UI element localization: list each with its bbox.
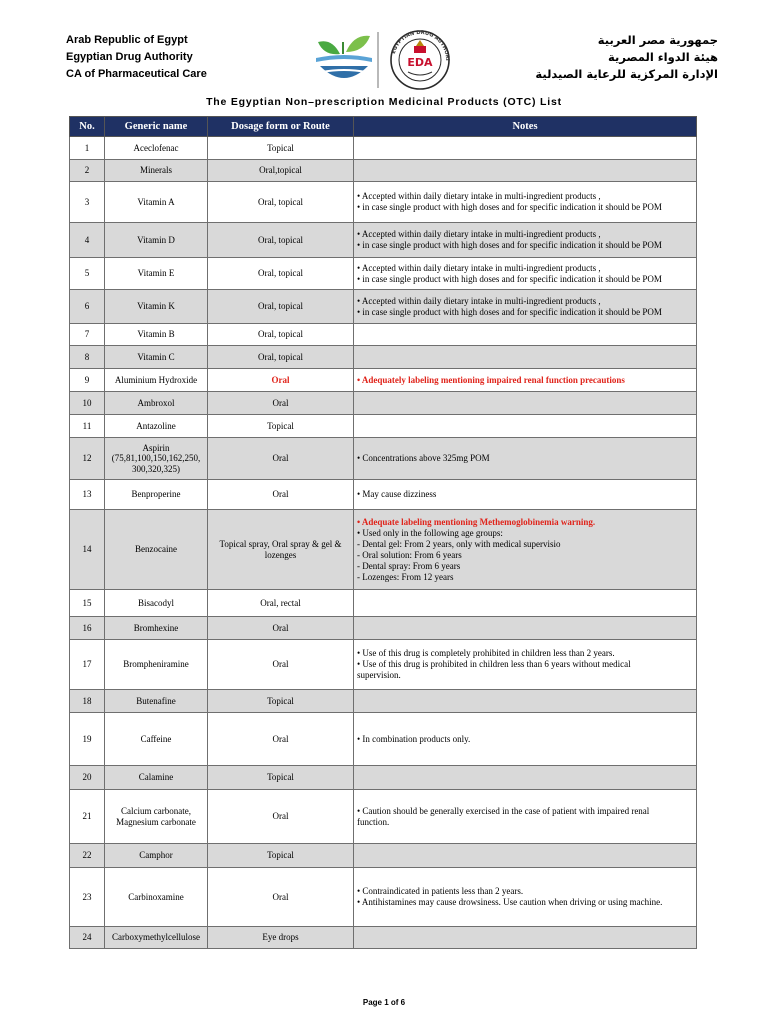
cell-dosage-form: [208, 927, 354, 949]
page-footer: Page 1 of 6: [362, 998, 406, 1007]
generic-name-line: Vitamin A: [137, 196, 175, 207]
cell-number: 12: [70, 438, 105, 480]
svg-text:EGYPTIAN DRUG AUTHORITY: EGYPTIAN DRUG AUTHORI: [390, 29, 451, 61]
header-left-line: CA of Pharmaceutical Care: [66, 68, 207, 80]
cell-number: 20: [70, 766, 105, 790]
table-row: [70, 369, 697, 392]
note-line: • Accepted within daily dietary intake in multi-ingredient products ,: [357, 229, 601, 239]
cell-notes: [354, 137, 697, 160]
generic-name-line: Carbinoxamine: [128, 891, 184, 902]
cell-number: 10: [70, 392, 105, 415]
generic-name-line: Vitamin C: [137, 351, 175, 362]
dosage-form-line: Oral, rectal: [260, 597, 301, 608]
cell-dosage-form: [208, 844, 354, 868]
cell-number: 2: [70, 160, 105, 182]
cell-number: 9: [70, 369, 105, 392]
dosage-form-line: Oral, topical: [258, 268, 303, 279]
generic-name-line: (75,81,100,150,162,250,: [111, 453, 201, 464]
generic-name-line: Aspirin: [142, 442, 170, 453]
table-row: [70, 392, 697, 415]
cell-number: 1: [70, 137, 105, 160]
cell-number: 16: [70, 617, 105, 640]
pharmacy-care-icon: [316, 36, 372, 78]
cell-generic-name: [105, 258, 208, 290]
table-row: [70, 790, 697, 844]
cell-generic-name: [105, 346, 208, 369]
table-header-row: [70, 117, 697, 137]
cell-generic-name: [105, 480, 208, 510]
cell-notes: [354, 617, 697, 640]
cell-generic-name: [105, 844, 208, 868]
cell-notes: [354, 640, 697, 690]
generic-name-line: Carboxymethylcellulose: [112, 932, 200, 943]
cell-notes: [354, 160, 697, 182]
header-right-line: هيئة الدواء المصرية: [608, 50, 718, 64]
generic-name-line: Vitamin B: [137, 329, 175, 340]
dosage-form-line: Oral: [272, 397, 289, 408]
dosage-form-line: Oral,topical: [259, 165, 302, 176]
dosage-form-line: Oral, topical: [258, 301, 303, 312]
header-left-line: Arab Republic of Egypt: [66, 34, 188, 46]
cell-number: 17: [70, 640, 105, 690]
note-line: • in case single product with high doses and for specific indication it should be POM: [357, 202, 662, 212]
dosage-form-line: Oral, topical: [258, 329, 303, 340]
table-row: [70, 713, 697, 766]
cell-notes: [354, 480, 697, 510]
table-row: [70, 223, 697, 258]
cell-dosage-form: [208, 640, 354, 690]
cell-generic-name: [105, 766, 208, 790]
dosage-form-line: Oral: [272, 891, 289, 902]
note-line: supervision.: [357, 670, 401, 680]
cell-dosage-form: [208, 258, 354, 290]
cell-dosage-form: [208, 510, 354, 590]
dosage-form-line: Topical: [267, 420, 294, 431]
note-line: • Use of this drug is completely prohibited in children less than 2 years.: [357, 648, 615, 658]
cell-dosage-form: [208, 137, 354, 160]
cell-number: 23: [70, 868, 105, 927]
cell-notes: [354, 927, 697, 949]
cell-generic-name: [105, 324, 208, 346]
cell-dosage-form: [208, 590, 354, 617]
table-row: [70, 415, 697, 438]
note-line: • Concentrations above 325mg POM: [357, 453, 490, 463]
cell-number: 4: [70, 223, 105, 258]
note-line: - Oral solution: From 6 years: [357, 549, 462, 560]
generic-name-line: Magnesium carbonate: [116, 816, 196, 827]
note-line: • In combination products only.: [357, 733, 471, 744]
cell-notes: [354, 346, 697, 369]
cell-number: 22: [70, 844, 105, 868]
generic-name-line: Brompheniramine: [123, 659, 189, 670]
cell-notes: [354, 766, 697, 790]
table-row: [70, 324, 697, 346]
dosage-form-line: Oral: [272, 622, 289, 633]
generic-name-line: Benproperine: [131, 489, 181, 500]
cell-generic-name: [105, 415, 208, 438]
cell-notes: [354, 258, 697, 290]
cell-notes: [354, 223, 697, 258]
header-left-line: Egyptian Drug Authority: [66, 51, 193, 63]
generic-name-line: Vitamin D: [137, 234, 175, 245]
cell-generic-name: [105, 182, 208, 223]
cell-generic-name: [105, 868, 208, 927]
dosage-form-line: Oral: [272, 659, 289, 670]
generic-name-line: Ambroxol: [137, 397, 175, 408]
document-title: The Egyptian Non–prescription Medicinal Products (OTC) List: [206, 96, 562, 108]
dosage-form-line: Topical: [267, 772, 294, 783]
note-line: • Accepted within daily dietary intake in multi-ingredient products ,: [357, 295, 601, 306]
cell-dosage-form: [208, 790, 354, 844]
generic-name-line: Benzocaine: [135, 544, 177, 555]
dosage-form-line: Oral, topical: [258, 234, 303, 245]
generic-name-line: Calcium carbonate,: [121, 806, 191, 816]
column-header-no: No.: [70, 117, 105, 137]
dosage-form-line: Oral, topical: [258, 196, 303, 207]
cell-notes: [354, 790, 697, 844]
dosage-form-line: Oral: [272, 811, 289, 822]
cell-dosage-form: [208, 713, 354, 766]
cell-number: 13: [70, 480, 105, 510]
dosage-form-line: Oral: [272, 489, 289, 500]
cell-notes: [354, 868, 697, 927]
generic-name-line: Vitamin K: [137, 301, 175, 312]
dosage-form-line: Oral, topical: [258, 351, 303, 362]
cell-number: 11: [70, 415, 105, 438]
note-line: • Adequately labeling mentioning impaired renal function precautions: [357, 374, 625, 385]
cell-generic-name: [105, 137, 208, 160]
table-row: [70, 137, 697, 160]
eda-logo: [312, 28, 462, 92]
table-row: [70, 438, 697, 480]
generic-name-line: Vitamin E: [137, 268, 175, 279]
dosage-form-line: lozenges: [264, 549, 297, 560]
note-line: - Lozenges: From 12 years: [357, 571, 454, 582]
cell-notes: [354, 590, 697, 617]
header-right: [535, 32, 718, 83]
cell-dosage-form: [208, 415, 354, 438]
table-row: [70, 480, 697, 510]
cell-notes: [354, 510, 697, 590]
cell-notes: [354, 369, 697, 392]
note-line: • Contraindicated in patients less than 2 years.: [357, 886, 524, 896]
cell-dosage-form: [208, 438, 354, 480]
generic-name-line: Aceclofenac: [133, 142, 179, 153]
cell-generic-name: [105, 790, 208, 844]
dosage-form-line: Topical: [267, 142, 294, 153]
note-line: • in case single product with high doses and for specific indication it should be POM: [357, 306, 662, 317]
table-row: [70, 160, 697, 182]
dosage-form-line: Topical spray, Oral spray & gel &: [219, 539, 342, 549]
cell-notes: [354, 324, 697, 346]
cell-number: 7: [70, 324, 105, 346]
note-line: • in case single product with high doses and for specific indication it should be POM: [357, 240, 662, 250]
cell-dosage-form: [208, 690, 354, 713]
table-row: [70, 258, 697, 290]
cell-dosage-form: [208, 392, 354, 415]
note-line: • Caution should be generally exercised in the case of patient with impaired renal: [357, 805, 650, 816]
cell-notes: [354, 713, 697, 766]
table-row: [70, 927, 697, 949]
generic-name-line: Caffeine: [140, 733, 172, 744]
table-row: [70, 617, 697, 640]
cell-notes: [354, 392, 697, 415]
table-row: [70, 690, 697, 713]
cell-notes: [354, 290, 697, 324]
cell-number: 15: [70, 590, 105, 617]
generic-name-line: Aluminium Hydroxide: [114, 374, 198, 385]
cell-generic-name: [105, 713, 208, 766]
cell-dosage-form: [208, 480, 354, 510]
cell-generic-name: [105, 438, 208, 480]
cell-number: 19: [70, 713, 105, 766]
otc-table: [69, 116, 697, 949]
cell-number: 6: [70, 290, 105, 324]
svg-text:EDA: EDA: [407, 56, 433, 69]
generic-name-line: Camphor: [139, 850, 173, 861]
cell-generic-name: [105, 617, 208, 640]
cell-number: 8: [70, 346, 105, 369]
header-right-line: الإدارة المركزية للرعاية الصيدلية: [535, 67, 718, 81]
dosage-form-line: Topical: [267, 850, 294, 861]
cell-dosage-form: [208, 868, 354, 927]
cell-dosage-form: [208, 766, 354, 790]
generic-name-line: Bisacodyl: [138, 597, 174, 608]
note-line: • Accepted within daily dietary intake in multi-ingredient products ,: [357, 262, 601, 273]
cell-generic-name: [105, 510, 208, 590]
cell-number: 21: [70, 790, 105, 844]
cell-notes: [354, 844, 697, 868]
cell-notes: [354, 438, 697, 480]
table-row: [70, 182, 697, 223]
note-line: • Antihistamines may cause drowsiness. Use caution when driving or using machine.: [357, 897, 663, 907]
column-header-generic-name: Generic name: [105, 117, 208, 137]
cell-generic-name: [105, 392, 208, 415]
column-header-notes: Notes: [354, 117, 697, 137]
dosage-form-line: Oral: [272, 453, 289, 464]
table-row: [70, 844, 697, 868]
generic-name-line: Antazoline: [136, 420, 176, 431]
table-row: [70, 590, 697, 617]
cell-notes: [354, 182, 697, 223]
cell-dosage-form: [208, 290, 354, 324]
generic-name-line: Butenafine: [136, 695, 176, 706]
cell-generic-name: [105, 690, 208, 713]
dosage-form-line: Oral: [271, 374, 290, 385]
cell-dosage-form: [208, 223, 354, 258]
note-line: - Dental gel: From 2 years, only with medical supervisio: [357, 538, 561, 549]
table-row: [70, 868, 697, 927]
generic-name-line: 300,320,325): [132, 463, 180, 474]
note-line: • Used only in the following age groups:: [357, 527, 503, 538]
cell-number: 14: [70, 510, 105, 590]
note-line: • Adequate labeling mentioning Methemoglobinemia warning.: [357, 516, 596, 527]
cell-dosage-form: [208, 346, 354, 369]
table-row: [70, 290, 697, 324]
cell-dosage-form: [208, 182, 354, 223]
table-row: [70, 766, 697, 790]
cell-number: 5: [70, 258, 105, 290]
cell-generic-name: [105, 290, 208, 324]
note-line: - Dental spray: From 6 years: [357, 560, 461, 571]
cell-generic-name: [105, 640, 208, 690]
cell-generic-name: [105, 160, 208, 182]
cell-notes: [354, 690, 697, 713]
header-right-line: جمهورية مصر العربية: [597, 33, 718, 47]
note-line: function.: [357, 816, 390, 827]
cell-number: 24: [70, 927, 105, 949]
header-left: [66, 32, 207, 83]
table-row: [70, 346, 697, 369]
cell-generic-name: [105, 927, 208, 949]
dosage-form-line: Eye drops: [262, 932, 299, 943]
generic-name-line: Minerals: [140, 165, 172, 176]
dosage-form-line: Oral: [272, 733, 289, 744]
table-row: [70, 640, 697, 690]
note-line: • May cause dizziness: [357, 489, 437, 499]
cell-dosage-form: [208, 369, 354, 392]
cell-number: 18: [70, 690, 105, 713]
note-line: • Use of this drug is prohibited in children less than 6 years without medical: [357, 659, 631, 669]
note-line: • Accepted within daily dietary intake in multi-ingredient products ,: [357, 191, 601, 201]
dosage-form-line: Topical: [267, 695, 294, 706]
note-line: • in case single product with high doses and for specific indication it should be POM: [357, 273, 662, 284]
column-header-dosage-form: Dosage form or Route: [208, 117, 354, 137]
cell-dosage-form: [208, 617, 354, 640]
cell-generic-name: [105, 369, 208, 392]
cell-dosage-form: [208, 160, 354, 182]
cell-generic-name: [105, 223, 208, 258]
generic-name-line: Calamine: [138, 772, 174, 783]
cell-number: 3: [70, 182, 105, 223]
cell-dosage-form: [208, 324, 354, 346]
table-row: [70, 510, 697, 590]
generic-name-line: Bromhexine: [133, 622, 179, 633]
cell-notes: [354, 415, 697, 438]
cell-generic-name: [105, 590, 208, 617]
